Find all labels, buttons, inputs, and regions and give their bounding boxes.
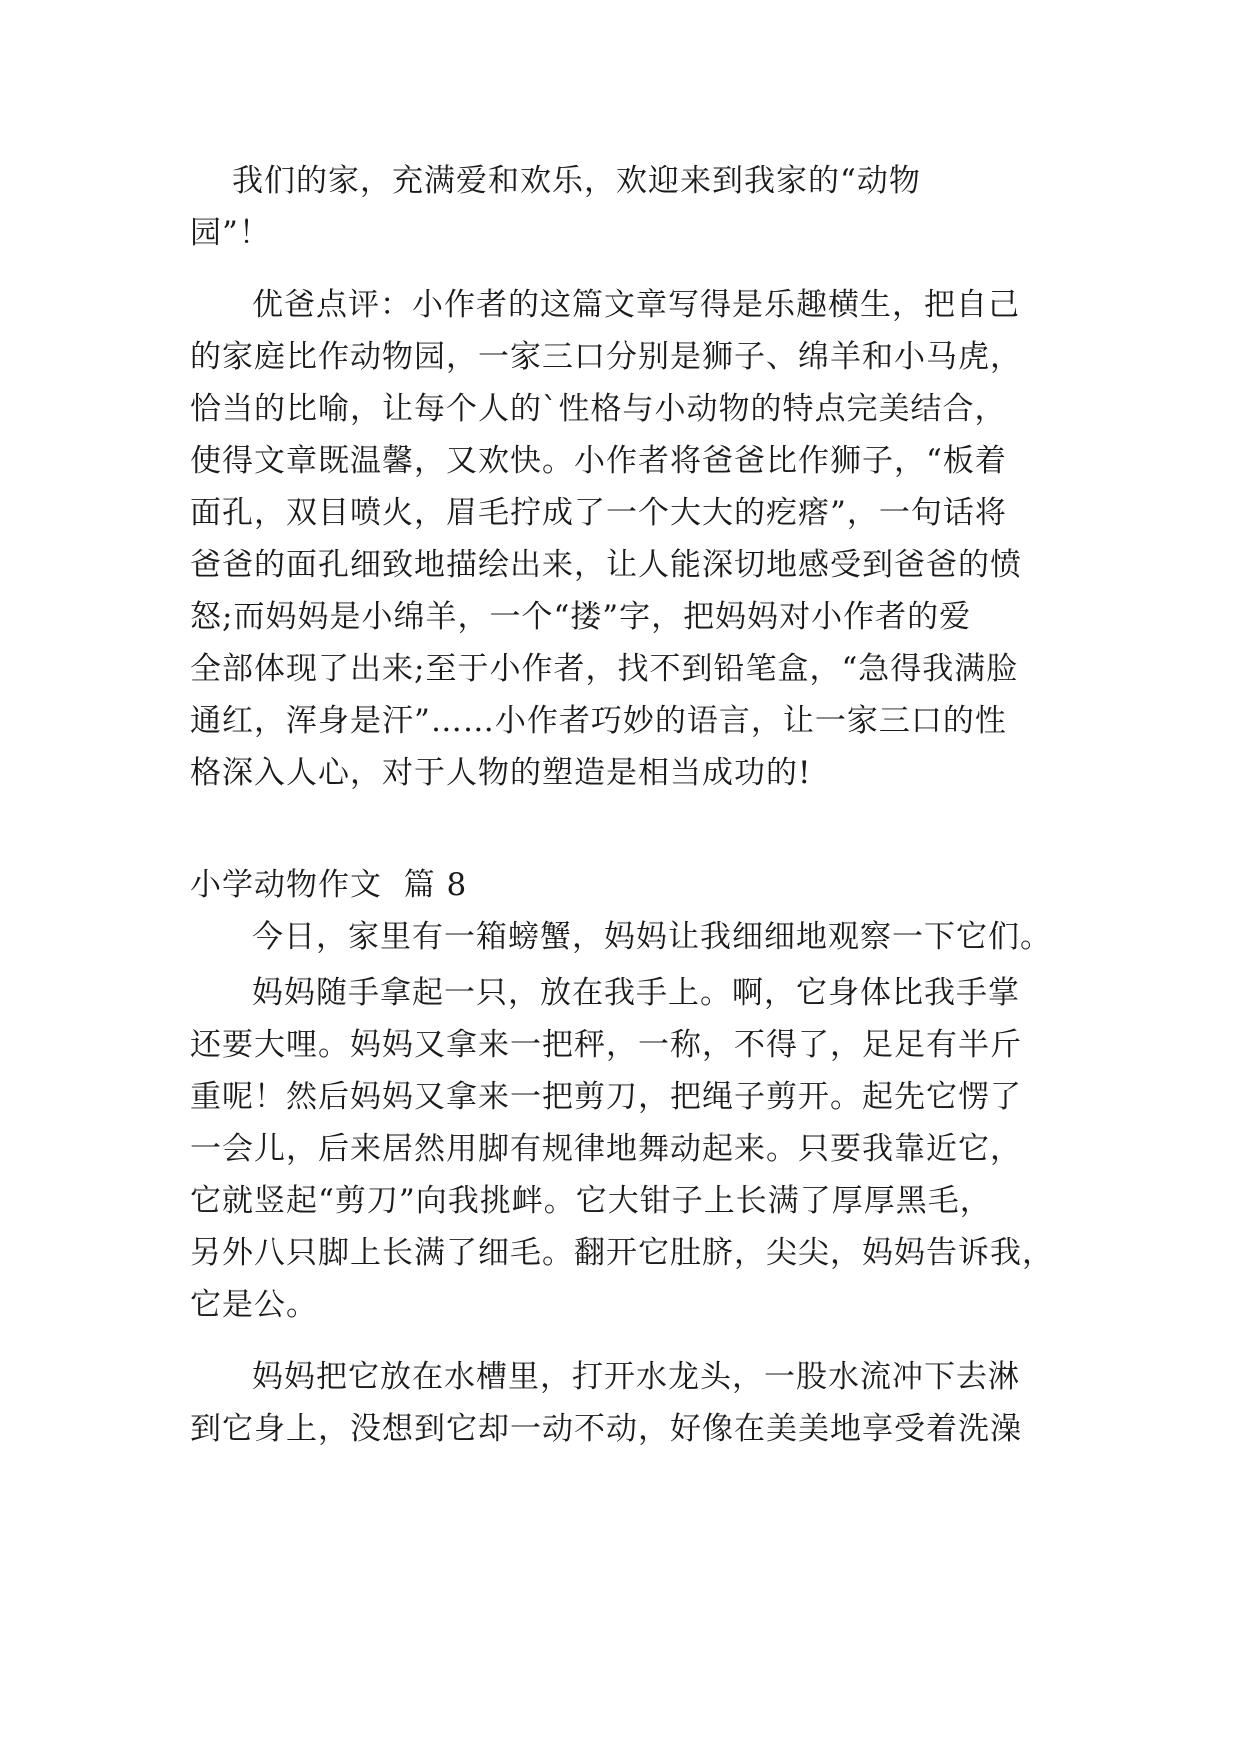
paragraph-1: [190, 911, 1060, 963]
text-line: 到它身上，没想到它却一动不动，好像在美美地享受着洗澡: [190, 1411, 1022, 1447]
text-line: 优爸点评：小作者的这篇文章写得是乐趣横生，把自己: [252, 287, 1020, 323]
text-line: 妈妈随手拿起一只，放在我手上。啊，它身体比我手掌: [252, 975, 1020, 1011]
text-line: 妈妈把它放在水槽里，打开水龙头，一股水流冲下去淋: [252, 1359, 1020, 1395]
section-heading: 小学动物作文 篇 8: [190, 867, 468, 903]
text-line: 全部体现了出来;至于小作者，找不到铅笔盒，“急得我满脸: [190, 651, 1019, 687]
text-line: 还要大哩。妈妈又拿来一把秤，一称，不得了，足足有半斤: [190, 1027, 1022, 1063]
text-line: 它就竖起“剪刀”向我挑衅。它大钳子上长满了厚厚黑毛，: [190, 1183, 992, 1219]
document-body: [190, 155, 1060, 1455]
text-line: 它是公。: [190, 1287, 318, 1323]
text-line: 怒;而妈妈是小绵羊，一个“搂”字，把妈妈对小作者的爱: [190, 599, 972, 635]
text-line: 另外八只脚上长满了细毛。翻开它肚脐，尖尖，妈妈告诉我，: [190, 1235, 1054, 1271]
text-line: 的家庭比作动物园，一家三口分别是狮子、绵羊和小马虎，: [190, 339, 1022, 375]
text-line: 重呢！然后妈妈又拿来一把剪刀，把绳子剪开。起先它愣了: [190, 1079, 1022, 1115]
text-line: 爸爸的面孔细致地描绘出来，让人能深切地感受到爸爸的愤: [190, 547, 1022, 583]
text-line: 面孔，双目喷火，眉毛拧成了一个大大的疙瘩”，一句话将: [190, 495, 1007, 531]
text-line: 恰当的比喻，让每个人的`性格与小动物的特点完美结合，: [190, 391, 1007, 427]
text-line: 今日，家里有一箱螃蟹，妈妈让我细细地观察一下它们。: [252, 919, 1052, 955]
text-line: 通红，浑身是汗”……小作者巧妙的语言，让一家三口的性: [190, 703, 1007, 739]
paragraph-2: [190, 967, 1060, 1331]
comment-paragraph: [190, 279, 1060, 799]
text-line: 格深入人心，对于人物的塑造是相当成功的!: [190, 755, 812, 791]
text-line: 我们的家，充满爱和欢乐，欢迎来到我家的“动物: [232, 163, 921, 199]
text-line: 使得文章既温馨，又欢快。小作者将爸爸比作狮子，“板着: [190, 443, 1007, 479]
paragraph-intro: [190, 155, 1060, 259]
paragraph-3: [190, 1351, 1060, 1455]
text-line: 一会儿，后来居然用脚有规律地舞动起来。只要我靠近它，: [190, 1131, 1022, 1167]
text-line: 园”！: [190, 215, 271, 251]
